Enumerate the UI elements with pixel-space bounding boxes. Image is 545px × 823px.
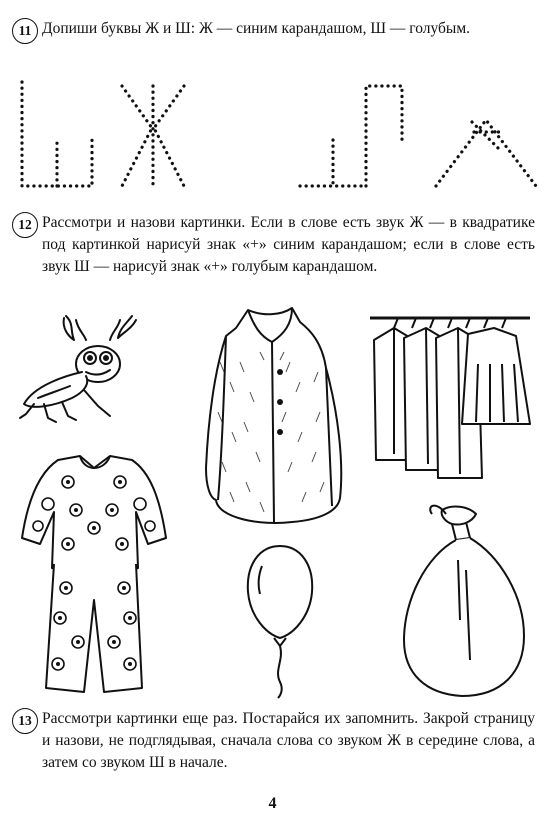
task-12 xyxy=(8,212,535,278)
fur-coat-icon[interactable] xyxy=(200,302,346,530)
dotted-letter-sha xyxy=(22,82,92,186)
task-13 xyxy=(8,708,535,774)
dotted-letter-sha-small xyxy=(300,140,366,186)
dotted-letter-zhe xyxy=(122,86,184,186)
dotted-letter-sha-tall xyxy=(366,86,402,186)
task-number-11: 11 xyxy=(12,18,38,44)
sack-icon[interactable] xyxy=(396,500,532,700)
stag-beetle-icon[interactable] xyxy=(14,306,148,428)
task-12-text: Рассмотри и назови картинки. Если в слове есть звук Ж — в квадратике под картинкой нарисуй знак «+» синим карандашом; если в слове есть звук Ш — нарисуй знак «+» голубым карандашом. xyxy=(42,214,535,275)
clothes-on-hangers-icon[interactable] xyxy=(364,304,536,480)
task-11 xyxy=(8,18,535,40)
task-11-text: Допиши буквы Ж и Ш: Ж — синим карандашом, Ш — голубым. xyxy=(42,20,471,37)
balloon-icon[interactable] xyxy=(240,540,320,700)
page-number: 4 xyxy=(268,795,277,812)
task-number-13: 13 xyxy=(12,708,38,734)
task-13-text: Рассмотри картинки еще раз. Постарайся их запомнить. Закрой страницу и назови, не подглядывая, сначала слова со звуком Ж в середине слова, а затем со звуком Ш в начале. xyxy=(42,710,535,771)
task-number-12: 12 xyxy=(12,212,38,238)
letter-tracing-area[interactable] xyxy=(0,70,545,200)
pajamas-icon[interactable] xyxy=(14,452,172,700)
dotted-letter-zhe-small xyxy=(436,120,536,186)
